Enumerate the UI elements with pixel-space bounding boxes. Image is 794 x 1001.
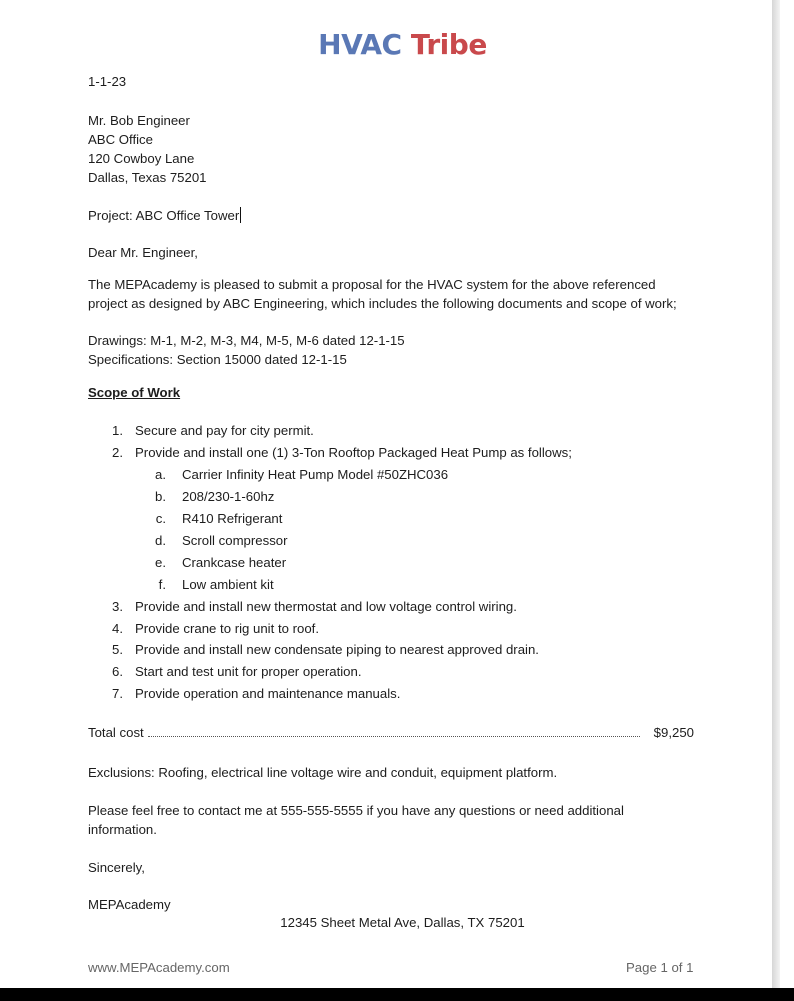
scope-subitem-text: Low ambient kit (182, 577, 274, 592)
contact-line-1: Please feel free to contact me at 555-555-5555 if you have any questions or need additional (88, 803, 624, 818)
project-text: Project: ABC Office Tower (88, 208, 240, 223)
scope-item-number: 1. (112, 423, 123, 438)
scope-item-text: Start and test unit for proper operation. (135, 664, 362, 679)
scope-item-text: Provide and install new thermostat and low voltage control wiring. (135, 599, 517, 614)
exclusions-line: Exclusions: Roofing, electrical line voltage wire and conduit, equipment platform. (88, 765, 558, 780)
scope-subitem-letter: c. (155, 511, 166, 526)
scope-item-text: Provide crane to rig unit to roof. (135, 621, 319, 636)
drawings-line: Drawings: M-1, M-2, M-3, M4, M-5, M-6 dated 12-1-15 (88, 333, 405, 348)
scope-item-number: 7. (112, 686, 123, 701)
scope-subitem-text: 208/230-1-60hz (182, 489, 275, 504)
scope-subitem-text: R410 Refrigerant (182, 511, 283, 526)
scope-item-text: Secure and pay for city permit. (135, 423, 314, 438)
signature: MEPAcademy (88, 897, 171, 912)
recipient-name: Mr. Bob Engineer (88, 113, 190, 128)
footer-page-number: Page 1 of 1 (626, 960, 694, 975)
scope-item-number: 3. (112, 599, 123, 614)
scope-item-number: 6. (112, 664, 123, 679)
scope-subitem-text: Carrier Infinity Heat Pump Model #50ZHC036 (182, 467, 449, 482)
total-cost-value: $9,250 (653, 725, 694, 740)
recipient-city: Dallas, Texas 75201 (88, 170, 207, 185)
logo-word-hvac: HVAC (318, 28, 402, 61)
scope-item-text: Provide operation and maintenance manuals. (135, 686, 401, 701)
total-cost-row (88, 724, 694, 742)
scope-subitem-text: Crankcase heater (182, 555, 287, 570)
scope-subitem-letter: e. (155, 555, 166, 570)
scope-subitem-letter: b. (155, 489, 166, 504)
scope-item-number: 2. (112, 445, 123, 460)
specifications-line: Specifications: Section 15000 dated 12-1-15 (88, 352, 347, 367)
closing: Sincerely, (88, 860, 145, 875)
letter-date: 1-1-23 (88, 74, 127, 89)
hvac-tribe-logo (0, 28, 794, 61)
scope-subitem-text: Scroll compressor (182, 533, 288, 548)
intro-line-1: The MEPAcademy is pleased to submit a proposal for the HVAC system for the above referenced (88, 277, 656, 292)
recipient-street: 120 Cowboy Lane (88, 151, 195, 166)
page-edge (780, 0, 794, 988)
page-edge-shadow (772, 0, 780, 988)
contact-line-2: information. (88, 822, 157, 837)
scope-subitem-letter: a. (155, 467, 166, 482)
salutation: Dear Mr. Engineer, (88, 245, 198, 260)
text-cursor (240, 207, 241, 223)
project-line[interactable] (88, 207, 241, 225)
scope-item-number: 5. (112, 642, 123, 657)
scope-subitem-letter: d. (155, 533, 166, 548)
scope-heading: Scope of Work (88, 385, 181, 400)
total-cost-label: Total cost (88, 725, 144, 740)
intro-line-2: project as designed by ABC Engineering, which includes the following documents and scope of work; (88, 296, 677, 311)
scope-subitem-letter: f. (158, 577, 166, 592)
logo-word-tribe: Tribe (410, 28, 487, 61)
footer-website: www.MEPAcademy.com (88, 960, 230, 975)
scope-item-text: Provide and install new condensate piping to nearest approved drain. (135, 642, 539, 657)
scope-item-text: Provide and install one (1) 3-Ton Rooftop Packaged Heat Pump as follows; (135, 445, 572, 460)
scope-item-number: 4. (112, 621, 123, 636)
footer-address: 12345 Sheet Metal Ave, Dallas, TX 75201 (280, 915, 525, 930)
dot-leader (148, 725, 640, 737)
recipient-company: ABC Office (88, 132, 153, 147)
